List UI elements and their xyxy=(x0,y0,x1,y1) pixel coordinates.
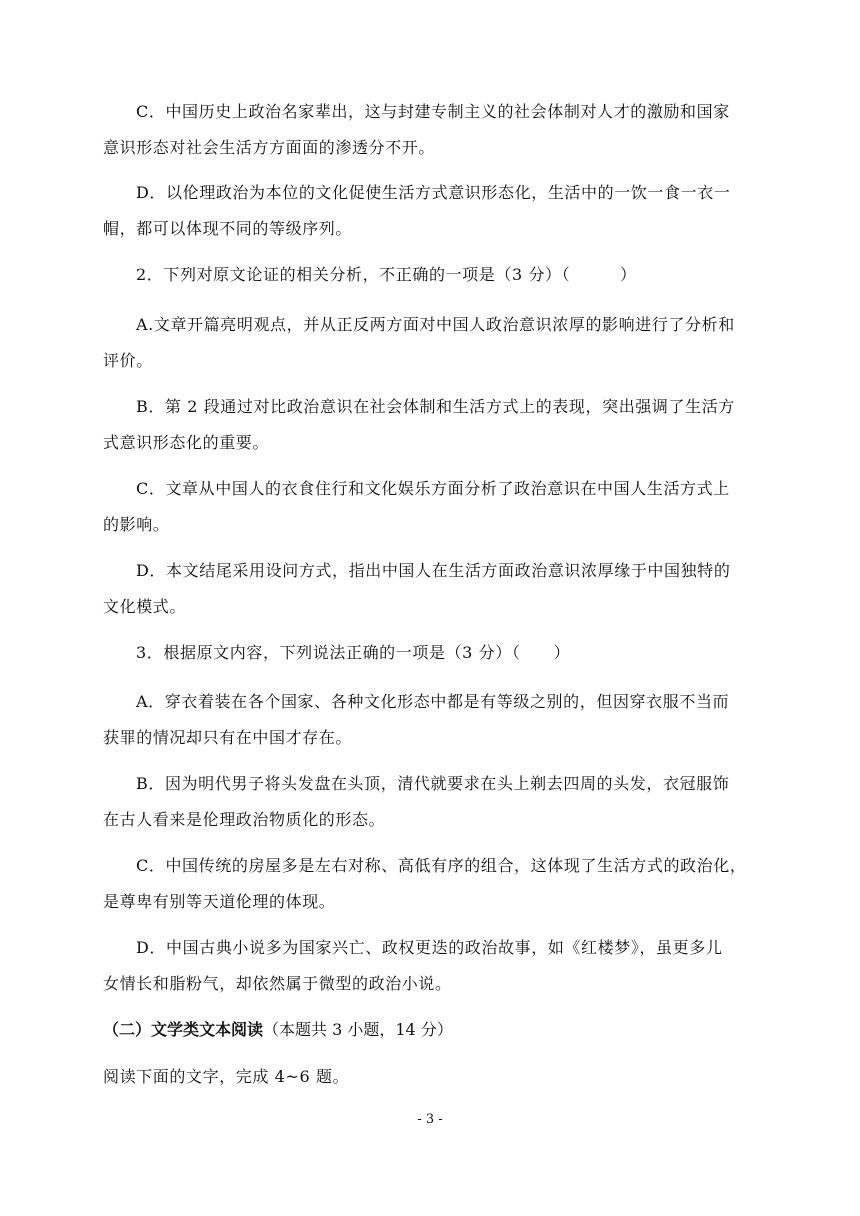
page-number: - 3 - xyxy=(417,1112,443,1127)
question-3-stem: 3．根据原文内容，下列说法正确的一项是（3 分）（ ） xyxy=(136,643,571,662)
option-c-line-1: C．中国历史上政治名家辈出，这与封建专制主义的社会体制对人才的激励和国家 xyxy=(136,102,730,121)
section-title: （二）文学类文本阅读 xyxy=(103,1020,264,1039)
q2-option-b-line-1: B．第 2 段通过对比政治意识在社会体制和生活方式上的表现，突出强调了生活方 xyxy=(136,397,735,416)
q3-option-c-line-1: C．中国传统的房屋多是左右对称、高低有序的组合，这体现了生活方式的政治化， xyxy=(136,856,747,875)
q3-option-b-line-2: 在古人看来是伦理政治物质化的形态。 xyxy=(103,810,386,829)
option-d-line-1: D．以伦理政治为本位的文化促使生活方式意识形态化，生活中的一饮一食一衣一 xyxy=(136,183,731,202)
q3-option-a-line-2: 获罪的情况却只有在中国才存在。 xyxy=(103,728,353,747)
q2-option-d-line-1: D．本文结尾采用设问方式，指出中国人在生活方面政治意识浓厚缘于中国独特的 xyxy=(136,561,731,580)
q2-option-b-line-2: 式意识形态化的重要。 xyxy=(103,433,270,452)
q3-option-c-line-2: 是尊卑有别等天道伦理的体现。 xyxy=(103,892,336,911)
q2-option-d-line-2: 文化模式。 xyxy=(103,597,187,616)
q3-option-b-line-1: B．因为明代男子将头发盘在头顶，清代就要求在头上剃去四周的头发，衣冠服饰 xyxy=(136,774,730,793)
section-heading xyxy=(103,1019,453,1041)
q3-option-a-line-1: A．穿衣着装在各个国家、各种文化形态中都是有等级之别的，但因穿衣服不当而 xyxy=(136,692,730,711)
q2-option-a-line-1: A.文章开篇亮明观点，并从正反两方面对中国人政治意识浓厚的影响进行了分析和 xyxy=(136,315,735,334)
option-d-line-2: 帽，都可以体现不同的等级序列。 xyxy=(103,219,353,238)
section-note: （本题共 3 小题，14 分） xyxy=(263,1020,453,1039)
question-2-stem: 2．下列对原文论证的相关分析，不正确的一项是（3 分）（ ） xyxy=(136,265,637,284)
reading-instruction: 阅读下面的文字，完成 4~6 题。 xyxy=(103,1067,350,1086)
q2-option-c-line-1: C．文章从中国人的衣食住行和文化娱乐方面分析了政治意识在中国人生活方式上 xyxy=(136,479,730,498)
q3-option-d-line-1: D．中国古典小说多为国家兴亡、政权更迭的政治故事，如《红楼梦》，虽更多儿 xyxy=(136,938,723,957)
q2-option-c-line-2: 的影响。 xyxy=(103,515,170,534)
option-c-line-2: 意识形态对社会生活方方面面的渗透分不开。 xyxy=(103,138,436,157)
q2-option-a-line-2: 评价。 xyxy=(103,351,153,370)
q3-option-d-line-2: 女情长和脂粉气，却依然属于微型的政治小说。 xyxy=(103,974,452,993)
